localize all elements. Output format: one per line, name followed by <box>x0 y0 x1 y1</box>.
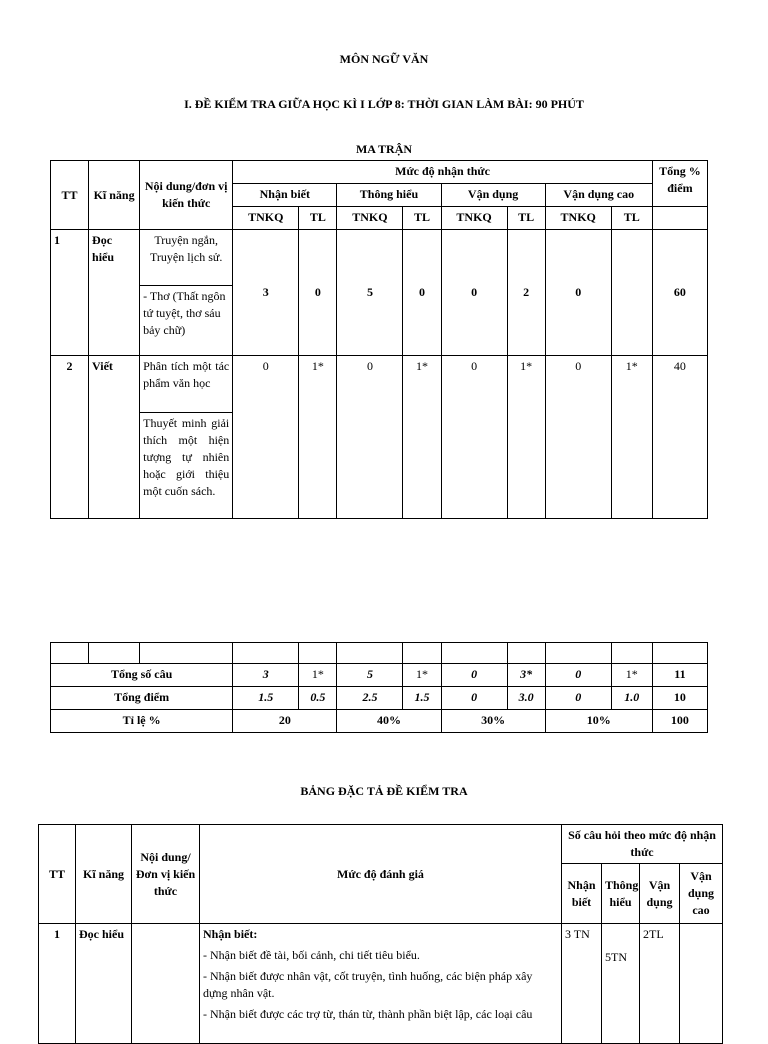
empty-cell <box>299 643 337 664</box>
spec-row1-skill: Đọc hiểu <box>76 924 132 1044</box>
total-questions-total: 11 <box>652 664 707 687</box>
total-points-value: 2.5 <box>337 687 403 710</box>
total-points-label: Tổng điểm <box>51 687 233 710</box>
empty-cell <box>652 643 707 664</box>
row2-val: 0 <box>441 356 507 519</box>
spec-row1-th: 5TN <box>602 924 640 1044</box>
spec-level-thong-hieu: Thông hiểu <box>602 864 640 924</box>
sub-tnkq: TNKQ <box>337 207 403 230</box>
row2-val: 0 <box>545 356 611 519</box>
spec-row1-eval <box>200 924 562 1044</box>
total-questions-value: 1* <box>611 664 652 687</box>
empty-cell <box>140 643 233 664</box>
ratio-label: Tỉ lệ % <box>51 710 233 733</box>
total-points-value: 0 <box>545 687 611 710</box>
header-levels: Mức độ nhận thức <box>233 161 653 184</box>
row1-content-a: Truyện ngắn, Truyện lịch sử. <box>140 230 233 286</box>
row1-val: 2 <box>507 230 545 356</box>
spec-level-nhan-biet: Nhận biết <box>562 864 602 924</box>
total-questions-value: 3* <box>507 664 545 687</box>
spec-header-count: Số câu hỏi theo mức độ nhận thức <box>562 825 723 864</box>
total-points-value: 1.0 <box>611 687 652 710</box>
total-points-value: 1.5 <box>233 687 299 710</box>
row1-total: 60 <box>652 230 707 356</box>
spec-row1-vd: 2TL <box>640 924 680 1044</box>
ratio-value: 20 <box>233 710 337 733</box>
spec-row1-vdc <box>680 924 723 1044</box>
row2-val: 1* <box>611 356 652 519</box>
row1-tt: 1 <box>51 230 89 356</box>
row1-val: 0 <box>299 230 337 356</box>
eval-line: - Nhận biết đề tài, bối cảnh, chi tiết tiêu biểu. <box>203 948 420 962</box>
total-points-value: 3.0 <box>507 687 545 710</box>
eval-line: - Nhận biết được các trợ từ, thán từ, thành phần biệt lập, các loại câu <box>203 1007 533 1021</box>
ratio-value: 10% <box>545 710 652 733</box>
empty-cell <box>89 643 140 664</box>
summary-table <box>50 642 708 733</box>
total-questions-value: 1* <box>299 664 337 687</box>
sub-tl: TL <box>611 207 652 230</box>
matrix-title: MA TRẬN <box>355 142 413 156</box>
empty-cell <box>403 643 441 664</box>
sub-tl: TL <box>507 207 545 230</box>
sub-tnkq: TNKQ <box>441 207 507 230</box>
empty-cell <box>337 643 403 664</box>
total-questions-value: 1* <box>403 664 441 687</box>
eval-title: Nhận biết: <box>203 927 258 941</box>
total-questions-value: 5 <box>337 664 403 687</box>
total-questions-label: Tổng số câu <box>51 664 233 687</box>
matrix-table <box>50 160 708 519</box>
total-questions-value: 0 <box>441 664 507 687</box>
total-points-value: 0.5 <box>299 687 337 710</box>
subject-title: MÔN NGỮ VĂN <box>339 52 429 66</box>
row2-val: 0 <box>233 356 299 519</box>
sub-tnkq: TNKQ <box>545 207 611 230</box>
sub-tl: TL <box>403 207 441 230</box>
spec-header-skill: Kĩ năng <box>76 825 132 924</box>
row1-val: 5 <box>337 230 403 356</box>
empty-cell <box>507 643 545 664</box>
total-questions-value: 3 <box>233 664 299 687</box>
ratio-value: 30% <box>441 710 545 733</box>
empty-cell <box>652 207 707 230</box>
ratio-total: 100 <box>652 710 707 733</box>
header-tt: TT <box>51 161 89 230</box>
empty-cell <box>611 643 652 664</box>
sub-tl: TL <box>299 207 337 230</box>
level-thong-hieu: Thông hiểu <box>337 184 441 207</box>
empty-cell <box>51 643 89 664</box>
total-points-value: 0 <box>441 687 507 710</box>
spec-level-van-dung-cao: Vận dụng cao <box>680 864 723 924</box>
row2-skill: Viết <box>89 356 140 519</box>
spec-title: BẢNG ĐẶC TẢ ĐỀ KIỂM TRA <box>300 784 468 798</box>
spec-table <box>38 824 723 1044</box>
row1-val: 3 <box>233 230 299 356</box>
row1-val: 0 <box>545 230 611 356</box>
level-nhan-biet: Nhận biết <box>233 184 337 207</box>
spec-row1-tt: 1 <box>39 924 76 1044</box>
row1-val: 0 <box>403 230 441 356</box>
empty-cell <box>441 643 507 664</box>
row2-tt: 2 <box>51 356 89 519</box>
header-content: Nội dung/đơn vị kiến thức <box>140 161 233 230</box>
row2-val: 0 <box>337 356 403 519</box>
row1-skill: Đọc hiểu <box>89 230 140 356</box>
spec-header-tt: TT <box>39 825 76 924</box>
row1-val <box>611 230 652 356</box>
total-questions-value: 0 <box>545 664 611 687</box>
exam-title: I. ĐỀ KIỂM TRA GIỮA HỌC KÌ I LỚP 8: THỜI GIAN LÀM BÀI: 90 PHÚT <box>184 97 584 111</box>
spec-level-van-dung: Vận dụng <box>640 864 680 924</box>
spec-row1-nb: 3 TN <box>562 924 602 1044</box>
row1-val: 0 <box>441 230 507 356</box>
sub-tnkq: TNKQ <box>233 207 299 230</box>
header-total: Tổng % điểm <box>652 161 707 207</box>
empty-cell <box>233 643 299 664</box>
row2-val: 1* <box>403 356 441 519</box>
ratio-value: 40% <box>337 710 441 733</box>
row2-total: 40 <box>652 356 707 519</box>
spec-row1-content <box>132 924 200 1044</box>
row2-content-a: Phân tích một tác phẩm văn học <box>140 356 233 413</box>
level-van-dung: Vận dụng <box>441 184 545 207</box>
total-points-value: 1.5 <box>403 687 441 710</box>
total-points-total: 10 <box>652 687 707 710</box>
row1-content-b: - Thơ (Thất ngôn tứ tuyệt, thơ sáu bảy chữ) <box>140 286 233 356</box>
row2-content-b: Thuyết minh giải thích một hiện tượng tự nhiên hoặc giới thiệu một cuốn sách. <box>140 413 233 519</box>
eval-line: - Nhận biết được nhân vật, cốt truyện, tình huống, các biện pháp xây dựng nhân vật. <box>203 969 533 1000</box>
level-van-dung-cao: Vận dụng cao <box>545 184 652 207</box>
spec-header-eval: Mức độ đánh giá <box>200 825 562 924</box>
row2-val: 1* <box>299 356 337 519</box>
row2-val: 1* <box>507 356 545 519</box>
spec-header-content: Nội dung/Đơn vị kiến thức <box>132 825 200 924</box>
empty-cell <box>545 643 611 664</box>
header-skill: Kĩ năng <box>89 161 140 230</box>
